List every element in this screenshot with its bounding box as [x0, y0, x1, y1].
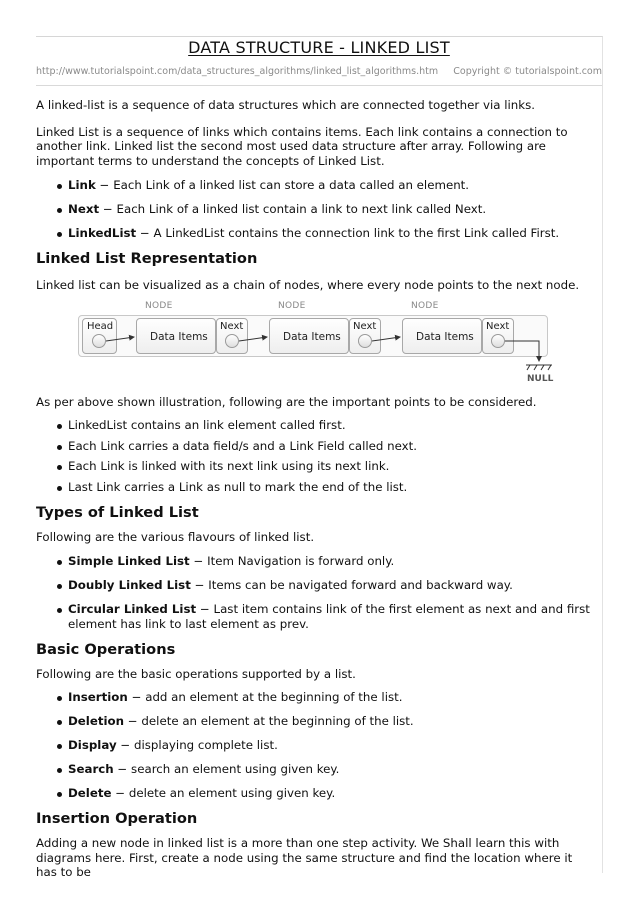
- term-doubly: Doubly Linked List: [68, 578, 191, 593]
- next-label: Next: [486, 320, 510, 332]
- data-items-label: Data Items: [416, 330, 474, 343]
- null-label: NULL: [527, 373, 554, 384]
- term-desc: − Each Link of a linked list contain a link to next link called Next.: [99, 202, 487, 217]
- operations-paragraph: Following are the basic operations supported by a list.: [36, 666, 356, 681]
- representation-paragraph: Linked list can be visualized as a chain of nodes, where every node points to the next node.: [36, 278, 580, 293]
- list-item: [36, 226, 596, 241]
- intro-paragraph-2: Linked List is a sequence of links which contains items. Each link contains a connection to another link. Linked list the second most used data structure after array. Following are important terms to understand the concepts of Linked List.: [36, 124, 568, 168]
- arrow-node2-to-node3: [372, 337, 400, 341]
- arrow-node1-to-node2: [239, 337, 267, 341]
- term-desc: − delete an element at the beginning of the list.: [124, 714, 414, 729]
- term-desc: − Each Link of a linked list can store a data called an element.: [95, 178, 470, 193]
- list-item: [36, 178, 596, 193]
- next-label: Next: [353, 320, 377, 332]
- term-simple: Simple Linked List: [68, 554, 190, 569]
- list-item: LinkedList contains an link element called first.: [36, 418, 596, 433]
- section-heading-insertion: Insertion Operation: [36, 810, 198, 828]
- node-label: NODE: [411, 300, 439, 311]
- term-insertion: Insertion: [68, 690, 128, 705]
- list-item: [36, 578, 596, 593]
- data-items-label: Data Items: [150, 330, 208, 343]
- list-item: [36, 602, 596, 631]
- list-item: Each Link carries a data field/s and a Link Field called next.: [36, 439, 596, 454]
- list-item: [36, 202, 596, 217]
- list-item: [36, 762, 596, 777]
- terms-list: [36, 178, 596, 241]
- list-item: [36, 786, 596, 801]
- arrow-node3-to-null: [505, 341, 539, 361]
- term-link: Link: [68, 178, 96, 193]
- term-desc: − Item Navigation is forward only.: [189, 554, 395, 569]
- ground-icon: [526, 365, 552, 370]
- types-list: [36, 554, 596, 631]
- section-heading-representation: Linked List Representation: [36, 250, 258, 268]
- term-display: Display: [68, 738, 117, 753]
- term-desc: − Last item contains link of the first element as next and and first element has link to last element as prev.: [68, 602, 590, 631]
- term-desc: − displaying complete list.: [116, 738, 278, 753]
- insertion-paragraph: Adding a new node in linked list is a more than one step activity. We Shall learn this with diagrams here. First, create a node using the same structure and find the location where it has to be: [36, 836, 573, 880]
- arrows-layer: [78, 299, 598, 389]
- term-circular: Circular Linked List: [68, 602, 197, 617]
- term-desc: − search an element using given key.: [113, 762, 340, 777]
- list-item: Each Link is linked with its next link using its next link.: [36, 459, 596, 474]
- section-heading-types: Types of Linked List: [36, 504, 199, 522]
- article-body: [36, 98, 596, 880]
- linked-list-diagram: [78, 299, 598, 389]
- illustration-paragraph: As per above shown illustration, following are the important points to be considered.: [36, 394, 537, 409]
- header-divider: [36, 85, 602, 86]
- term-desc: − add an element at the beginning of the list.: [127, 690, 403, 705]
- next-label: Next: [220, 320, 244, 332]
- intro-paragraph-1: A linked-list is a sequence of data structures which are connected together via links.: [36, 98, 535, 112]
- term-deletion: Deletion: [68, 714, 125, 729]
- term-linkedlist: LinkedList: [68, 226, 137, 241]
- node-label: NODE: [145, 300, 173, 311]
- section-heading-operations: Basic Operations: [36, 640, 176, 658]
- operations-list: [36, 690, 596, 801]
- term-search: Search: [68, 762, 114, 777]
- copyright-text: Copyright © tutorialspoint.com: [453, 66, 602, 77]
- list-item: [36, 554, 596, 569]
- page-title: DATA STRUCTURE - LINKED LIST: [188, 38, 450, 57]
- term-next: Next: [68, 202, 100, 217]
- term-desc: − Items can be navigated forward and backward way.: [190, 578, 513, 593]
- data-items-label: Data Items: [283, 330, 341, 343]
- list-item: [36, 738, 596, 753]
- points-list: [36, 418, 596, 496]
- list-item: [36, 690, 596, 705]
- source-url[interactable]: http://www.tutorialspoint.com/data_structures_algorithms/linked_list_algorithms.htm: [36, 66, 439, 77]
- node-label: NODE: [278, 300, 306, 311]
- list-item: [36, 714, 596, 729]
- list-item: Last Link carries a Link as null to mark the end of the list.: [36, 480, 596, 495]
- term-desc: − delete an element using given key.: [111, 786, 336, 801]
- head-label: Head: [87, 320, 114, 332]
- term-delete: Delete: [68, 786, 112, 801]
- arrow-head-to-node1: [106, 337, 134, 341]
- term-desc: − A LinkedList contains the connection link to the first Link called First.: [136, 226, 560, 241]
- types-paragraph: Following are the various flavours of linked list.: [36, 530, 315, 545]
